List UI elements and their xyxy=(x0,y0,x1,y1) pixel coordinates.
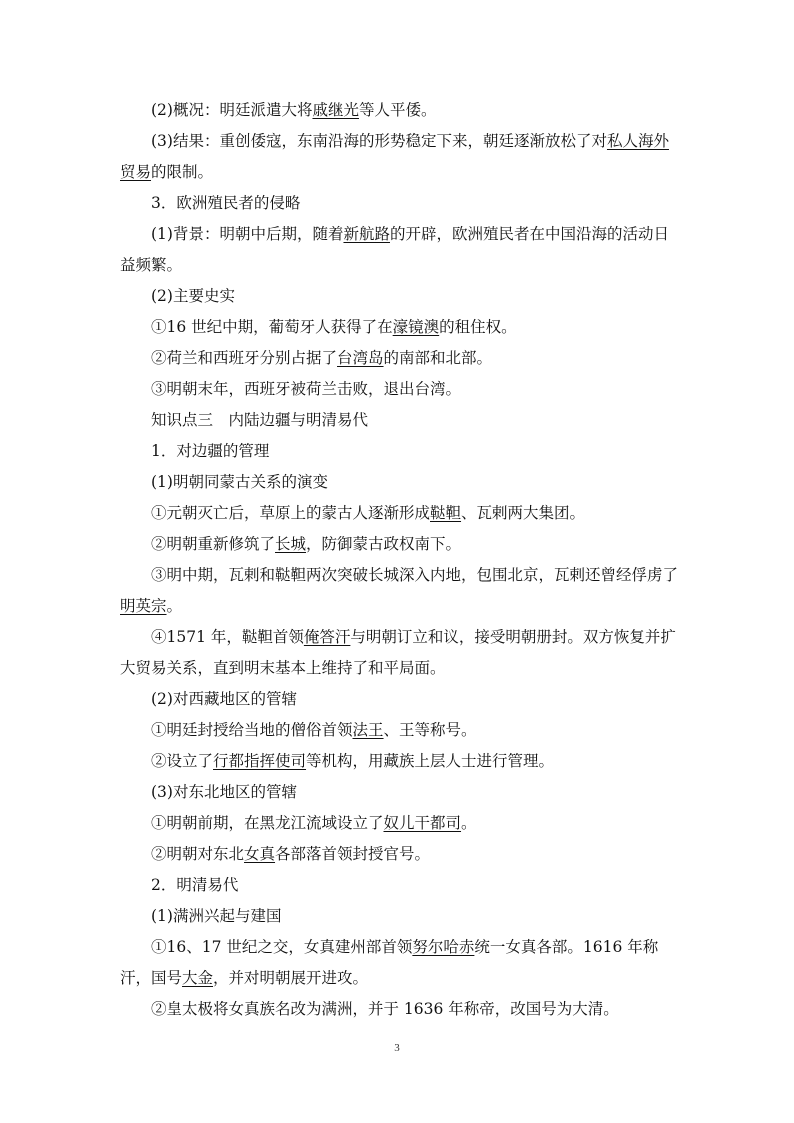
paragraph: ①16、17 世纪之交，女真建州部首领努尔哈赤统一女真各部。1616 年称汗，国号大金，并对明朝展开进攻。 xyxy=(120,938,659,987)
paragraph: (3)结果：重创倭寇，东南沿海的形势稳定下来，朝廷逐渐放松了对私人海外贸易的限制。 xyxy=(120,132,669,181)
document-body xyxy=(120,95,680,1025)
key-term: 戚继光 xyxy=(312,101,359,119)
paragraph: ②明朝重新修筑了长城，防御蒙古政权南下。 xyxy=(151,535,462,553)
key-term: 行都指挥使司 xyxy=(213,752,307,770)
key-term: 私人海外贸易 xyxy=(120,132,669,181)
paragraph: ①明廷封授给当地的僧俗首领法王、王等称号。 xyxy=(151,721,477,739)
subheading: (1)明朝同蒙古关系的演变 xyxy=(151,473,328,491)
key-term: 濠镜澳 xyxy=(392,318,440,336)
paragraph: ②皇太极将女真族名改为满洲，并于 1636 年称帝，改国号为大清。 xyxy=(151,1000,619,1018)
section-heading: 1．对边疆的管理 xyxy=(151,442,270,460)
key-term: 长城 xyxy=(275,535,307,553)
key-term: 台湾岛 xyxy=(337,349,384,367)
key-term: 俺答汗 xyxy=(303,628,351,646)
paragraph: ①16 世纪中期，葡萄牙人获得了在濠镜澳的租住权。 xyxy=(151,318,517,336)
paragraph: ②设立了行都指挥使司等机构，用藏族上层人士进行管理。 xyxy=(151,752,555,770)
page-number: 3 xyxy=(394,1042,400,1054)
section-heading: 2．明清易代 xyxy=(151,876,239,894)
key-term: 大金 xyxy=(182,969,214,987)
key-term: 新航路 xyxy=(343,225,390,243)
key-term: 努尔哈赤 xyxy=(412,938,475,956)
paragraph: ①元朝灭亡后，草原上的蒙古人逐渐形成鞑靼、瓦剌两大集团。 xyxy=(151,504,586,522)
paragraph: (1)背景：明朝中后期，随着新航路的开辟，欧洲殖民者在中国沿海的活动日益频繁。 xyxy=(120,225,669,274)
paragraph: ②明朝对东北女真各部落首领封授官号。 xyxy=(151,845,431,863)
key-term: 奴儿干都司 xyxy=(383,814,462,832)
subheading: (3)对东北地区的管辖 xyxy=(151,783,297,801)
subheading: (2)主要史实 xyxy=(151,287,235,305)
subheading: (1)满洲兴起与建国 xyxy=(151,907,282,925)
knowledge-point-heading: 知识点三 内陆边疆与明清易代 xyxy=(151,411,369,429)
paragraph: ③明中期，瓦剌和鞑靼两次突破长城深入内地，包围北京，瓦剌还曾经俘虏了明英宗。 xyxy=(120,566,679,615)
key-term: 法王 xyxy=(352,721,384,739)
subheading: (2)对西藏地区的管辖 xyxy=(151,690,297,708)
paragraph: ①明朝前期，在黑龙江流域设立了奴儿干都司。 xyxy=(151,814,477,832)
key-term: 鞑靼 xyxy=(430,504,462,522)
paragraph: (2)概况：明廷派遣大将戚继光等人平倭。 xyxy=(151,101,437,119)
paragraph: ②荷兰和西班牙分别占据了台湾岛的南部和北部。 xyxy=(151,349,493,367)
key-term: 女真 xyxy=(244,845,276,863)
section-heading: 3．欧洲殖民者的侵略 xyxy=(151,194,301,212)
paragraph: ④1571 年，鞑靼首领俺答汗与明朝订立和议，接受明朝册封。双方恢复并扩大贸易关系，直到明末基本上维持了和平局面。 xyxy=(120,628,676,677)
key-term: 明英宗 xyxy=(120,597,167,615)
paragraph: ③明朝末年，西班牙被荷兰击败，退出台湾。 xyxy=(151,380,462,398)
